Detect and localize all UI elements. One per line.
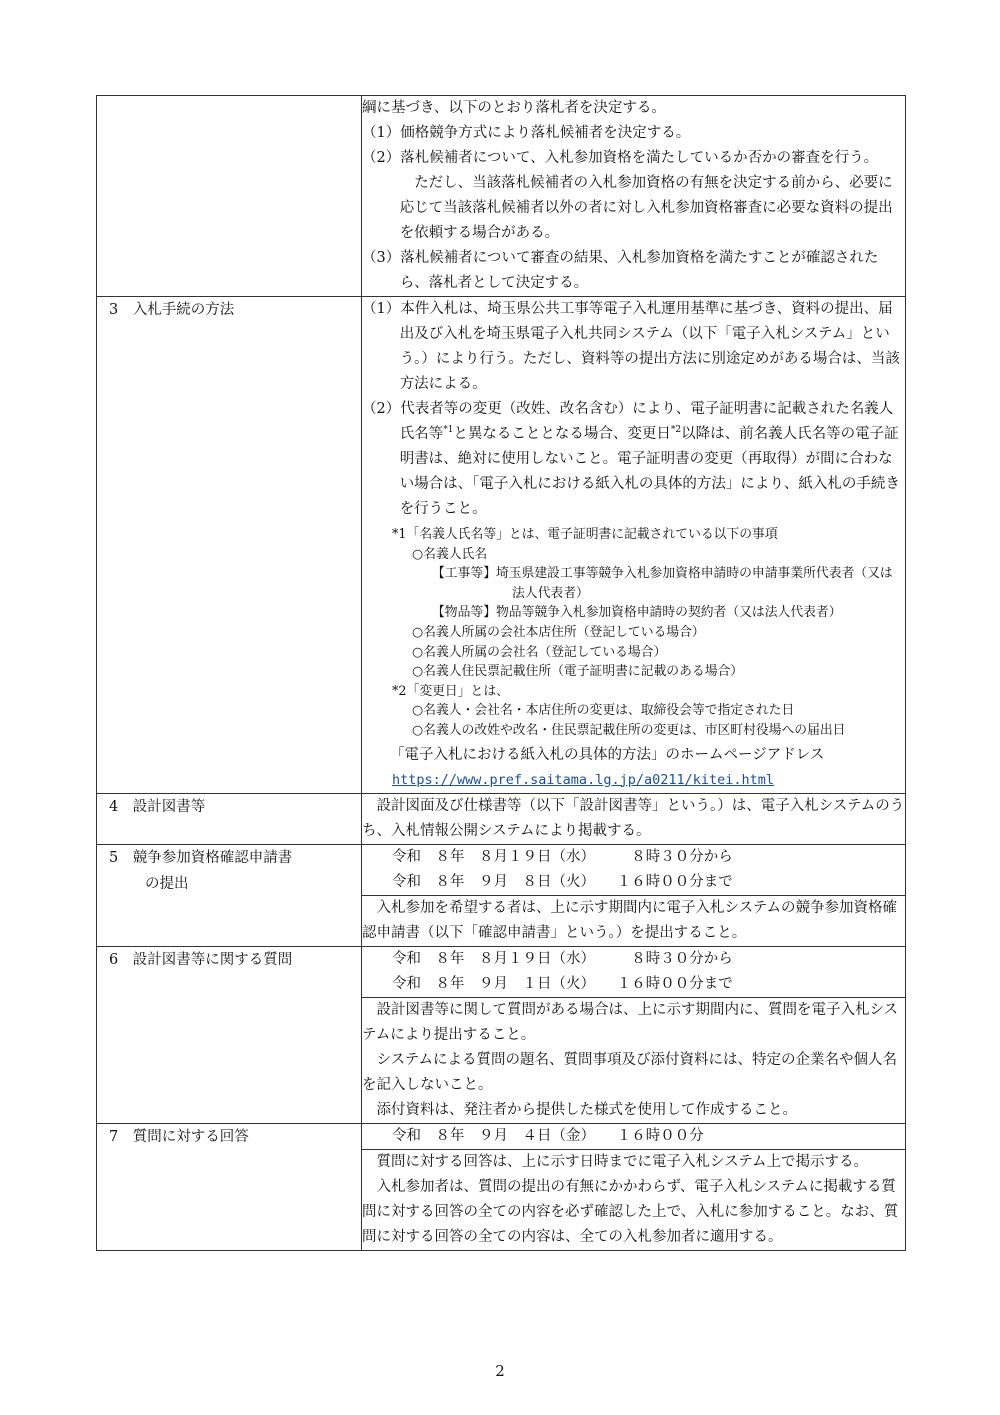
question-period-cell: [362, 946, 906, 997]
paragraph: 添付資料は、発注者から提供した様式を使用して作成すること。: [376, 1101, 797, 1118]
text-line: 綱に基づき、以下のとおり落札者を決定する。: [362, 100, 666, 116]
footnotes: [362, 525, 905, 741]
paragraph: システムによる質問の題名、質問事項及び添付資料には、特定の企業名や個人名を記入しないこと。: [362, 1051, 898, 1093]
paragraph: 入札参加を希望する者は、上に示す期間内に電子入札システムの競争参加資格確認申請書（以下「確認申請書」という。）を提出すること。: [362, 899, 898, 941]
table-row: [97, 96, 906, 297]
text-span: （2）代表者等の変更（改姓、改名含む）により、電子証明書に記載された名義人氏名等: [362, 401, 894, 442]
list-item: （3）落札候補者について審査の結果、入札参加資格を満たすことが確認されたら、落札者として決定する。: [362, 250, 879, 291]
table-row: [97, 946, 906, 997]
homepage-label: 「電子入札における紙入札の具体的方法」のホームページアドレス: [390, 746, 825, 763]
selection-method-cell: [362, 96, 906, 297]
table-row: [97, 1123, 906, 1149]
paragraph: ただし、当該落札候補者の入札参加資格の有無を決定する前から、必要に応じて当該落札候補者以外の者に対し入札参加資格審査に必要な資料の提出を依頼する場合がある。: [399, 175, 893, 241]
list-item: （1）本件入札は、埼玉県公共工事等電子入札運用基準に基づき、資料の提出、届出及び入札を埼玉県電子入札共同システム（以下「電子入札システム」という。）により行う。ただし、資料等の提出方法に別途定めがある場合は、当該方法による。: [362, 301, 900, 392]
table-row: [97, 297, 906, 794]
table-row: [97, 844, 906, 895]
paragraph: 質問に対する回答は、上に示す日時までに電子入札システム上で掲示する。: [376, 1153, 869, 1170]
row-label: 7 質問に対する回答: [97, 1123, 362, 1250]
page-number: 2: [495, 1362, 505, 1380]
footnote-line: ○名義人住民票記載住所（電子証明書に記載のある場合）: [412, 664, 744, 680]
date-from: 令和 ８年 ８月１９日（水） ８時３０分から: [392, 848, 733, 865]
text-span: 以降は、前名義人氏名等の電子証明書は、絶対に使用しないこと。電子証明書の変更（再取得）が間に合わない場合は、「電子入札における紙入札の具体的方法」により、紙入札の手続きを行うこと。: [399, 426, 900, 517]
row-label: 3 入札手続の方法: [97, 297, 362, 794]
list-item: （1）価格競争方式により落札候補者を決定する。: [362, 125, 691, 141]
footnote-line: 【物品等】物品等競争入札参加資格申請時の契約者（又は法人代表者）: [432, 605, 842, 621]
bidding-procedure-cell: [362, 297, 906, 794]
answer-date-cell: [362, 1123, 906, 1149]
footnote-line: ○名義人所属の会社本店住所（登記している場合）: [412, 624, 705, 640]
footnote-line: 【工事等】埼玉県建設工事等競争入札参加資格申請時の申請事業所代表者（又は法人代表者）: [432, 566, 893, 601]
paragraph: 入札参加者は、質問の提出の有無にかかわらず、電子入札システムに掲載する質問に対する回答の全ての内容を必ず確認した上で、入札に参加すること。なお、質問に対する回答の全ての内容は、全ての入札参加者に適用する。: [362, 1178, 899, 1245]
paragraph: 設計図書等に関して質問がある場合は、上に示す期間内に、質問を電子入札システムにより提出すること。: [362, 1001, 899, 1043]
application-period-cell: [362, 844, 906, 895]
footnote-marker: *2: [670, 425, 682, 436]
document-table: [96, 95, 906, 1251]
label-line: の提出: [145, 875, 189, 892]
date-to: 令和 ８年 ９月 １日（火） １６時００分まで: [392, 975, 733, 992]
paragraph: 設計図面及び仕様書等（以下「設計図書等」という。）は、電子入札システムのうち、入札情報公開システムにより掲載する。: [362, 797, 905, 839]
homepage-link[interactable]: https://www.pref.saitama.lg.jp/a0211/kitei.html: [392, 771, 775, 788]
text-span: と異なることとなる場合、変更日: [453, 426, 671, 442]
footnote-marker: *1: [443, 425, 454, 436]
answer-text-cell: [362, 1149, 906, 1250]
table-row: [97, 793, 906, 844]
row-label: 4 設計図書等: [97, 793, 362, 844]
list-item: [362, 397, 905, 522]
footnote-line: ○名義人の改姓や改名・住民票記載住所の変更は、市区町村役場への届出日: [412, 722, 846, 738]
row-label: 6 設計図書等に関する質問: [97, 946, 362, 1123]
row-label-empty: [97, 96, 362, 297]
answer-date: 令和 ８年 ９月 ４日（金） １６時００分: [392, 1127, 704, 1144]
list-item: （2）落札候補者について、入札参加資格を満たしているか否かの審査を行う。: [362, 150, 879, 166]
row-label: [97, 844, 362, 946]
footnote-line: ○名義人所属の会社名（登記している場合）: [412, 644, 667, 660]
footnote-line: *1「名義人氏名等」とは、電子証明書に記載されている以下の事項: [392, 527, 778, 542]
application-text-cell: [362, 895, 906, 946]
footnote-line: *2「変更日」とは、: [392, 683, 509, 699]
design-documents-cell: [362, 793, 906, 844]
label-line: 5 競争参加資格確認申請書: [109, 849, 293, 866]
footnote-line: ○名義人氏名: [412, 546, 488, 562]
url-line: [362, 768, 905, 793]
footnote-line: ○名義人・会社名・本店住所の変更は、取締役会等で指定された日: [412, 703, 795, 719]
date-from: 令和 ８年 ８月１９日（水） ８時３０分から: [392, 950, 733, 967]
question-text-cell: [362, 997, 906, 1123]
date-to: 令和 ８年 ９月 ８日（火） １６時００分まで: [392, 873, 733, 890]
